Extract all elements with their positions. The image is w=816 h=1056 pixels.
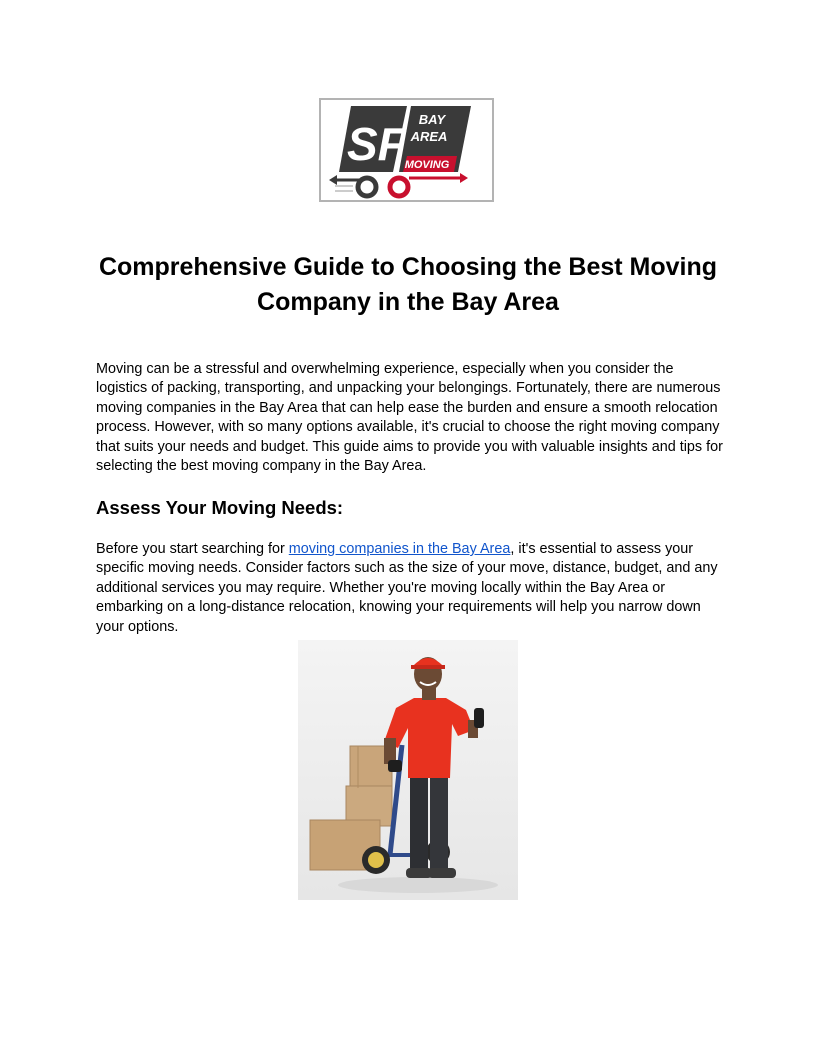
mover-with-hand-truck-photo	[298, 640, 518, 900]
page-title: Comprehensive Guide to Choosing the Best Moving Company in the Bay Area	[98, 253, 718, 316]
section-text-after-link: , it's essential to assess your specific moving needs. Consider factors such as the size of your move, distance, budget, and any additional services you may require. Whether you're moving locally within the Bay Area or embarking on a long-distance relocation, knowing your requirements will help you narrow down your options.	[96, 541, 718, 635]
logo-monogram: SF	[347, 118, 406, 170]
section-text-before-link: Before you start searching for	[96, 541, 289, 557]
logo-line-3: MOVING	[404, 159, 450, 171]
company-logo	[319, 98, 494, 202]
moving-companies-link[interactable]: moving companies in the Bay Area	[288, 541, 511, 557]
logo-truck-icon	[329, 173, 468, 196]
intro-paragraph: Moving can be a stressful and overwhelming experience, especially when you consider the logistics of packing, transporting, and unpacking your belongings. Fortunately, there are numerous moving companies in the Bay Area that can help ease the burden and ensure a smooth relocation process. However, with so many options available, it's crucial to choose the right moving company that suits your needs and budget. This guide aims to provide you with valuable insights and tips for selecting the best moving company in the Bay Area.	[96, 361, 723, 475]
section-heading: Assess Your Moving Needs:	[96, 497, 344, 518]
section-paragraph	[96, 540, 726, 637]
logo-line-2: AREA	[410, 129, 448, 144]
logo-line-1: BAY	[418, 112, 446, 127]
